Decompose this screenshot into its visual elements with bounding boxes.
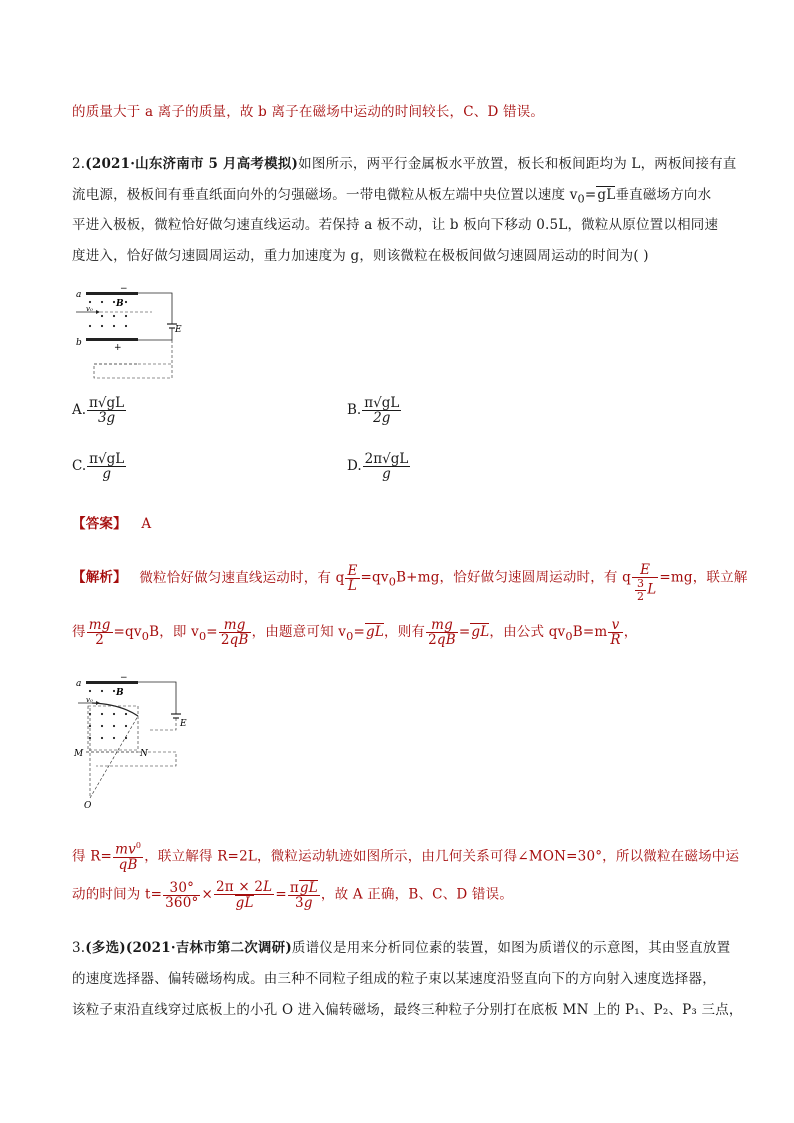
option-d-den: g bbox=[382, 466, 391, 483]
q3-line2: 的速度选择器、偏转磁场构成。由三种不同粒子组成的粒子束以某速度沿竖直向下的方向射入速度选择器， bbox=[72, 971, 716, 987]
q2-stem-line2: 流电源，极板间有垂直纸面向外的匀强磁场。一带电微粒从板左端中央位置以速度 $v_0=gL$垂直磁场方向水 bbox=[72, 187, 712, 206]
q2-stem-text2a: 流电源，极板间有垂直纸面向外的匀强磁场。一带电微粒从板左端中央位置以速度 v bbox=[72, 187, 578, 203]
fig2-label-N: N bbox=[140, 749, 148, 759]
q1-conclusion: 的质量大于 a 离子的质量，故 b 离子在磁场中运动的时间较长，C、D 错误。 bbox=[72, 104, 545, 120]
option-c-den: g bbox=[102, 466, 112, 483]
q3-line3: 该粒子束沿直线穿过底板上的小孔 O 进入偏转磁场，最终三种粒子分别打在底板 MN 上的 P₁、P₂、P₃ 三点， bbox=[72, 1002, 743, 1018]
option-c-letter: C. bbox=[72, 458, 87, 475]
q2-source: (2021·山东济南市 5 月高考模拟) bbox=[85, 156, 299, 172]
figure-2-trajectory bbox=[72, 670, 192, 810]
q3-line1 bbox=[72, 936, 730, 956]
q2-stem-text2b: 垂直磁场方向水 bbox=[615, 187, 712, 203]
option-d-num: 2π√gL bbox=[364, 451, 409, 467]
fig1-label-v0: v₀ bbox=[86, 305, 93, 313]
answer-value: A bbox=[141, 516, 152, 532]
analysis-text-3b: ，联立解得 R=2L，微粒运动轨迹如图所示，由几何关系可得∠MON=30°，所以微粒在磁场中运 bbox=[144, 848, 740, 865]
fig2-label-M: M bbox=[74, 749, 84, 759]
analysis-tag: 【解析】 bbox=[72, 569, 127, 586]
q2-stem-line3: 平进入极板，微粒恰好做匀速直线运动。若保持 a 板不动，让 b 板向下移动 0.5L，微粒从原位置以相同速 bbox=[72, 217, 719, 233]
fig2-label-B: B bbox=[116, 688, 124, 698]
answer-tag: 【答案】 bbox=[72, 516, 127, 532]
option-a[interactable] bbox=[72, 396, 127, 425]
option-a-den: 3g bbox=[97, 410, 116, 427]
q3-number: 3. bbox=[72, 940, 86, 956]
analysis-text-2e: ，则有 bbox=[384, 624, 426, 641]
fig1-label-E: E bbox=[175, 325, 182, 335]
analysis-line2: 得 $\frac{mg}{2}$ $=qv_0B$，即 $v_0=$ $\frac{mg}{2qB}$ ，由题意可知 $v_0=gL$，则有 $\frac{mg}{2qB}$ =gL，由公式 $qv_0B=m$ $\frac{v}{R}$ ， bbox=[72, 617, 638, 649]
fig2-label-a: a bbox=[76, 679, 82, 689]
analysis-text-1b: =qv bbox=[360, 569, 389, 586]
analysis-text-2c: B，即 v bbox=[149, 624, 199, 641]
analysis-text-1a: 微粒恰好做匀速直线运动时，有 q bbox=[139, 569, 345, 586]
q3-text1: 质谱仪是用来分析同位素的装置，如图为质谱仪的示意图，其由竖直放置 bbox=[291, 940, 731, 956]
option-c[interactable] bbox=[72, 452, 127, 481]
fig1-label-B: B bbox=[116, 299, 124, 309]
analysis-text-4b: ，故 A 正确，B、C、D 错误。 bbox=[320, 886, 514, 903]
fig2-label-E: E bbox=[180, 719, 187, 729]
analysis-text-3a: 得 R= bbox=[72, 848, 113, 865]
option-b-num: π√gL bbox=[364, 395, 400, 411]
analysis-text-4a: 动的时间为 t= bbox=[72, 886, 163, 903]
q2-stem-line4: 度进入，恰好做匀速圆周运动，重力加速度为 g，则该微粒在极板间做匀速圆周运动的时间为( ) bbox=[72, 248, 649, 264]
fig1-label-plus: + bbox=[114, 343, 122, 353]
option-b-letter: B. bbox=[347, 402, 362, 419]
fig1-label-minus: − bbox=[120, 284, 128, 294]
fig2-label-v0: v₀ bbox=[86, 696, 93, 704]
option-c-num: π√gL bbox=[89, 451, 125, 467]
analysis-text-2d: ，由题意可知 v bbox=[251, 624, 347, 641]
analysis-text-2b: =qv bbox=[113, 624, 142, 641]
analysis-text-1d: =mg，联立解 bbox=[659, 569, 748, 586]
analysis-line3: 得 R= $\frac{mv^0}{qB}$ ，联立解得 R=2L，微粒运动轨迹如图所示，由几何关系可得∠MON=30°，所以微粒在磁场中运 bbox=[72, 841, 740, 873]
q2-number: 2. bbox=[72, 156, 86, 172]
analysis-text-1c: B+mg，恰好做匀速圆周运动时，有 q bbox=[396, 569, 631, 586]
option-b-den: 2g bbox=[373, 410, 391, 427]
option-a-letter: A. bbox=[72, 402, 87, 419]
option-d[interactable] bbox=[347, 452, 411, 481]
analysis-line1: 【解析】 微粒恰好做匀速直线运动时，有 q $\frac{E}{L}$ $=qv_0B+mg$，恰好做匀速圆周运动时，有 q E $\frac{3}{2}$ L =mg，联立解 bbox=[72, 562, 748, 603]
q3-source: (多选)(2021·吉林市第二次调研) bbox=[85, 940, 292, 956]
option-b[interactable] bbox=[347, 396, 402, 425]
analysis-text-2a: 得 bbox=[72, 624, 86, 641]
fig1-label-a: a bbox=[76, 290, 82, 300]
analysis-text-2g: B=m bbox=[572, 624, 608, 641]
fig2-label-O: O bbox=[84, 801, 92, 810]
answer-row bbox=[72, 512, 151, 532]
fig1-label-b: b bbox=[76, 338, 82, 348]
figure-1-plates-circuit bbox=[72, 280, 184, 380]
option-a-num: π√gL bbox=[89, 395, 125, 411]
option-d-letter: D. bbox=[347, 458, 362, 475]
analysis-line4: 动的时间为 t= $\frac{30^\circ}{360^\circ}$ × $\frac{2\pi \times 2L}{gL}$ = $\frac{\text{πgL}}{3g}$ ，故 A 正确，B、C、D 错误。 bbox=[72, 879, 514, 912]
q2-stem-text1: 如图所示，两平行金属板水平放置，板长和板间距均为 L，两板间接有直 bbox=[298, 156, 737, 172]
analysis-text-2f: ，由公式 qv bbox=[489, 624, 566, 641]
fig2-label-minus: − bbox=[120, 673, 128, 683]
q2-stem-line1 bbox=[72, 152, 736, 172]
